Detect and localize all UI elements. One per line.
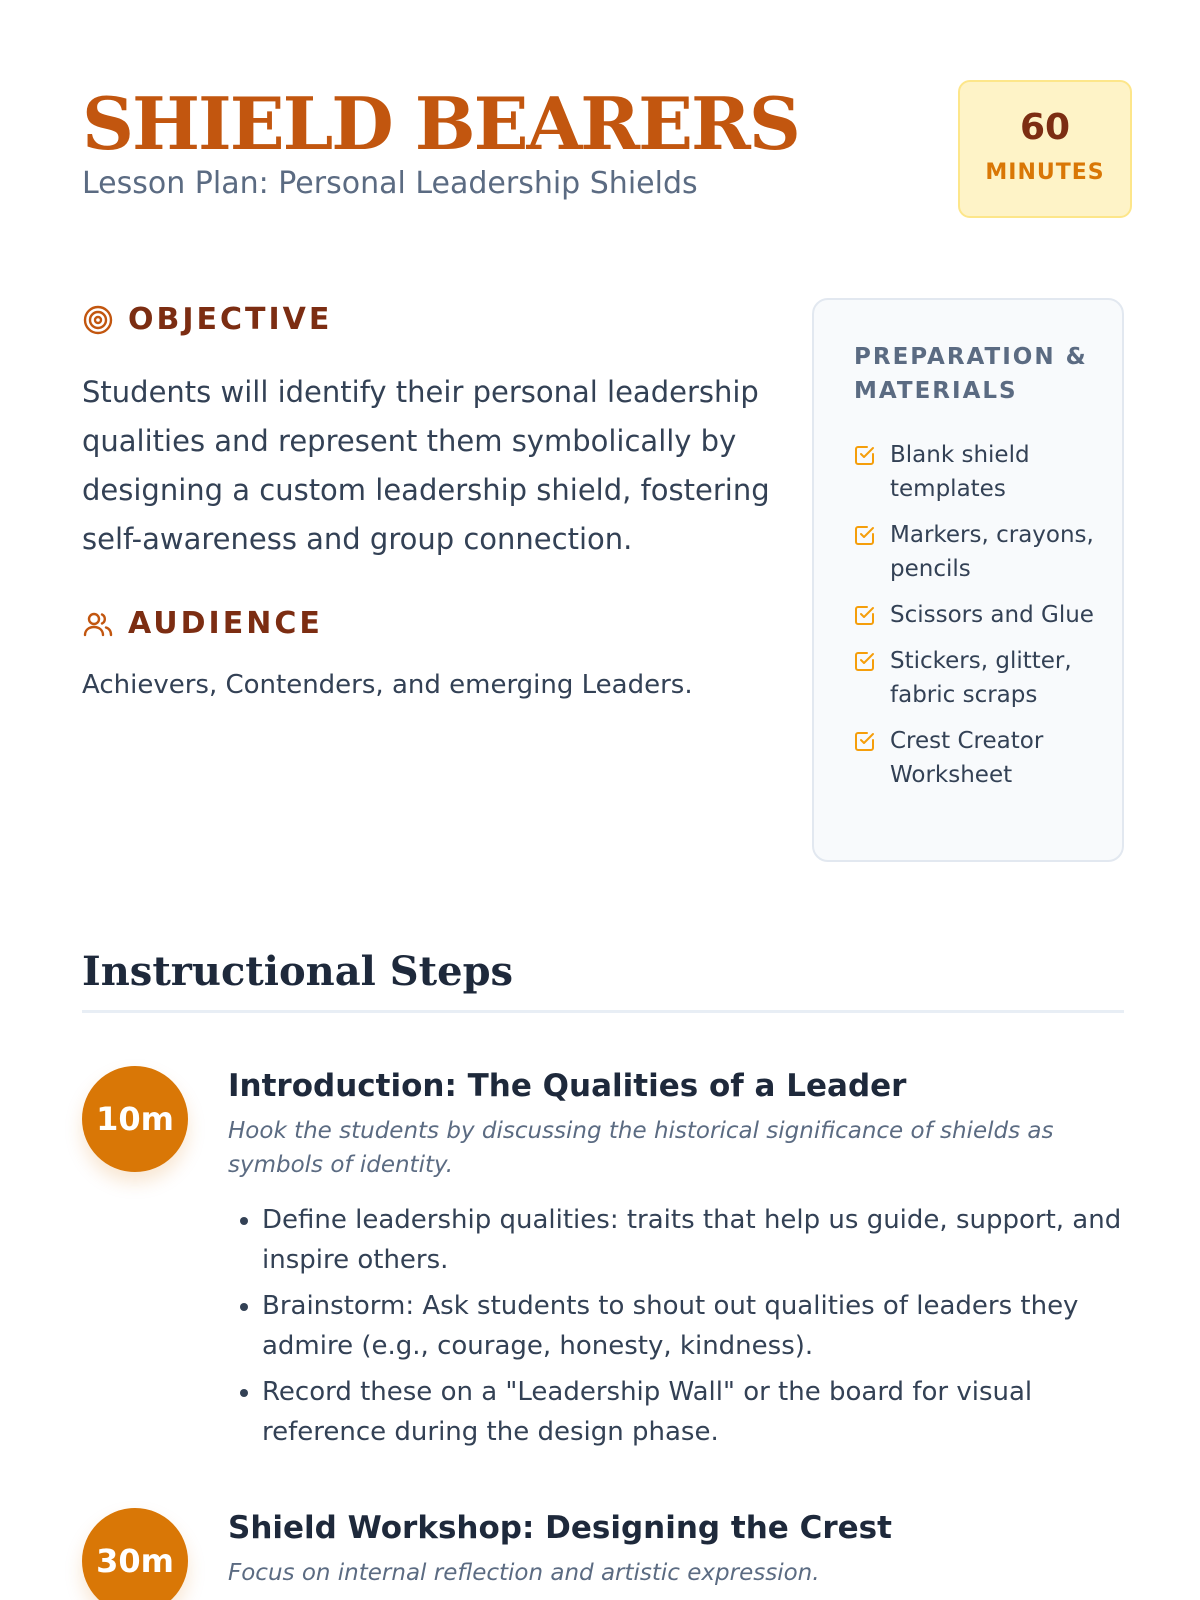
step-description: Focus on internal reflection and artistic expression. [228,1560,820,1586]
checkbox-icon [854,730,876,752]
material-item-label: Markers, crayons, pencils [890,522,1094,582]
step-title: Introduction: The Qualities of a Leader [228,1068,907,1104]
checkbox-icon [854,604,876,626]
lesson-header [82,80,1132,220]
material-item-label: Stickers, glitter, fabric scraps [890,648,1072,708]
material-item [854,644,1102,712]
checkbox-icon [854,650,876,672]
materials-title: PREPARATION & MATERIALS [854,344,1088,404]
users-icon [82,608,114,640]
step-point: • Record these on a "Leadership Wall" or the board for visual reference during the design phase. [262,1372,1124,1452]
target-icon [82,304,114,336]
checkbox-icon [854,444,876,466]
materials-list [854,438,1102,792]
audience-label: AUDIENCE [128,606,323,641]
duration-value: 60 [1019,107,1071,148]
material-item-label: Crest Creator Worksheet [890,728,1044,788]
material-item [854,598,1102,632]
material-item-label: Scissors and Glue [890,602,1094,628]
objective-text: Students will identify their personal leadership qualities and represent them symbolically by designing a custom leadership shield, fostering self-awareness and group connection. [82,375,770,556]
step-points [228,1200,1124,1452]
duration-unit: MINUTES [985,160,1105,185]
step-body [228,1508,1124,1590]
steps-heading: Instructional Steps [82,948,514,995]
checkbox-icon [854,524,876,546]
step-point: • Define leadership qualities: traits that help us guide, support, and inspire others. [262,1200,1124,1280]
material-item [854,518,1102,586]
page-subtitle: Lesson Plan: Personal Leadership Shields [82,166,698,201]
page-title: SHIELD BEARERS [82,81,799,166]
material-item [854,724,1102,792]
material-item [854,438,1102,506]
step-body [228,1066,1124,1458]
step-duration-badge: 30m [82,1508,188,1600]
material-item-label: Blank shield templates [890,442,1030,502]
duration-badge [958,80,1132,218]
objective-heading [82,302,332,337]
audience-heading [82,606,323,641]
step-description: Hook the students by discussing the historical significance of shields as symbols of identity. [228,1118,1054,1178]
objective-label: OBJECTIVE [128,302,333,337]
step-title: Shield Workshop: Designing the Crest [228,1510,892,1546]
audience-text: Achievers, Contenders, and emerging Leaders. [82,670,693,700]
materials-card [812,298,1124,862]
step-point: • Brainstorm: Ask students to shout out qualities of leaders they admire (e.g., courage, honesty, kindness). [262,1286,1124,1366]
step-duration-badge: 10m [82,1066,188,1172]
steps-divider [82,1010,1124,1013]
